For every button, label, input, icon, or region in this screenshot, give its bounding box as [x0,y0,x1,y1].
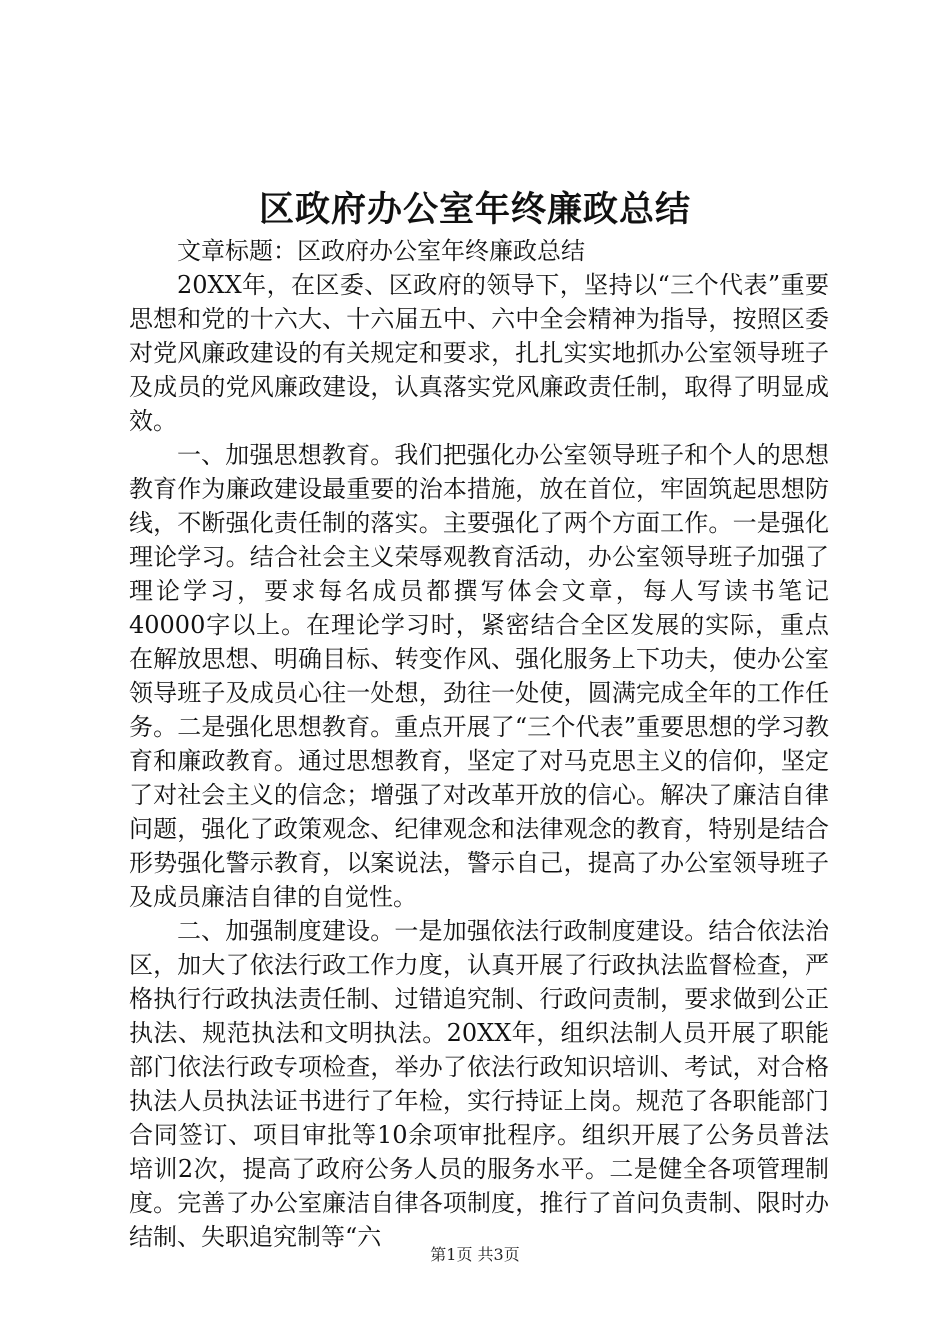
page-footer: 第1页 共3页 [430,1245,520,1264]
document-title: 区政府办公室年终廉政总结 [258,189,691,230]
intro-paragraph: 20XX年，在区委、区政府的领导下，坚持以“三个代表”重要思想和党的十六大、十六届五中、六中全会精神为指导，按照区委对党风廉政建设的有关规定和要求，扎扎实实地抓办公室领导班子及成员的党风廉政建设，认真落实党风廉政责任制，取得了明显成效。 [129,271,829,435]
article-title-line: 文章标题：区政府办公室年终廉政总结 [177,237,585,265]
document-body [129,234,829,1254]
section-two-paragraph: 二、加强制度建设。一是加强依法行政制度建设。结合依法治区，加大了依法行政工作力度，认真开展了行政执法监督检查，严格执行行政执法责任制、过错追究制、行政问责制，要求做到公正执法、规范执法和文明执法。20XX年，组织法制人员开展了职能部门依法行政专项检查，举办了依法行政知识培训、考试，对合格执法人员执法证书进行了年检，实行持证上岗。规范了各职能部门合同签订、项目审批等10余项审批程序。组织开展了公务员普法培训2次，提高了政府公务人员的服务水平。二是健全各项管理制度。完善了办公室廉洁自律各项制度，推行了首问负责制、限时办结制、失职追究制等“六 [129,917,829,1251]
section-one-paragraph: 一、加强思想教育。我们把强化办公室领导班子和个人的思想教育作为廉政建设最重要的治本措施，放在首位，牢固筑起思想防线，不断强化责任制的落实。主要强化了两个方面工作。一是强化理论学习。结合社会主义荣辱观教育活动，办公室领导班子加强了理论学习，要求每名成员都撰写体会文章，每人写读书笔记40000字以上。在理论学习时，紧密结合全区发展的实际，重点在解放思想、明确目标、转变作风、强化服务上下功夫，使办公室领导班子及成员心往一处想，劲往一处使，圆满完成全年的工作任务。二是强化思想教育。重点开展了“三个代表”重要思想的学习教育和廉政教育。通过思想教育，坚定了对马克思主义的信仰，坚定了对社会主义的信念；增强了对改革开放的信心。解决了廉洁自律问题，强化了政策观念、纪律观念和法律观念的教育，特别是结合形势强化警示教育，以案说法，警示自己，提高了办公室领导班子及成员廉洁自律的自觉性。 [129,441,829,911]
